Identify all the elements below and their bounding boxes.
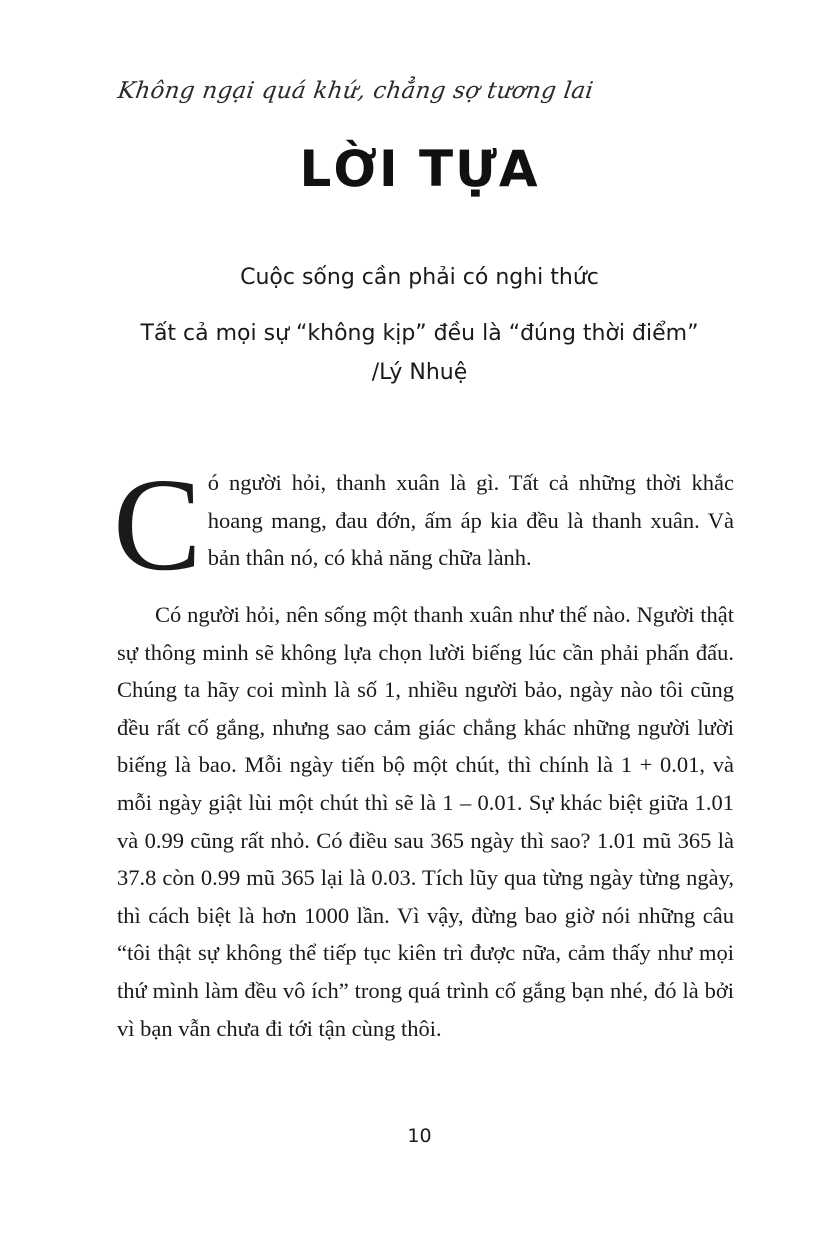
chapter-title: LỜI TỰA	[299, 140, 540, 198]
drop-cap: C	[113, 450, 202, 598]
epigraph-attribution: /Lý Nhuệ	[371, 360, 468, 385]
running-header: Không ngại quá khứ, chẳng sợ tương lai	[116, 78, 595, 104]
paragraph-1-text: ó người hỏi, thanh xuân là gì. Tất cả những thời khắc hoang mang, đau đớn, ấm áp kia đều là thanh xuân. Và bản thân nó, có khả năng chữa lành.	[207, 470, 734, 571]
epigraph-line-1: Cuộc sống cần phải có nghi thức	[240, 265, 599, 290]
paragraph-1	[113, 450, 734, 598]
page-number: 10	[407, 1125, 432, 1147]
epigraph-line-2: Tất cả mọi sự “không kịp” đều là “đúng thời điểm”	[140, 321, 699, 346]
paragraph-2: Có người hỏi, nên sống một thanh xuân như thế nào. Người thật sự thông minh sẽ không lựa chọn lười biếng lúc cần phải phấn đấu. Chúng ta hãy coi mình là số 1, nhiều người bảo, ngày nào tôi cũng đều rất cố gắng, nhưng sao cảm giác chẳng khác những người lười biếng là bao. Mỗi ngày tiến bộ một chút, thì chính là 1 + 0.01, và mỗi ngày giật lùi một chút thì sẽ là 1 – 0.01. Sự khác biệt giữa 1.01 và 0.99 cũng rất nhỏ. Có điều sau 365 ngày thì sao? 1.01 mũ 365 là 37.8 còn 0.99 mũ 365 lại là 0.03. Tích lũy qua từng ngày từng ngày, thì cách biệt là hơn 1000 lần. Vì vậy, đừng bao giờ nói những câu “tôi thật sự không thể tiếp tục kiên trì được nữa, cảm thấy như mọi thứ mình làm đều vô ích” trong quá trình cố gắng bạn nhé, đó là bởi vì bạn vẫn chưa đi tới tận cùng thôi.	[117, 602, 734, 1041]
